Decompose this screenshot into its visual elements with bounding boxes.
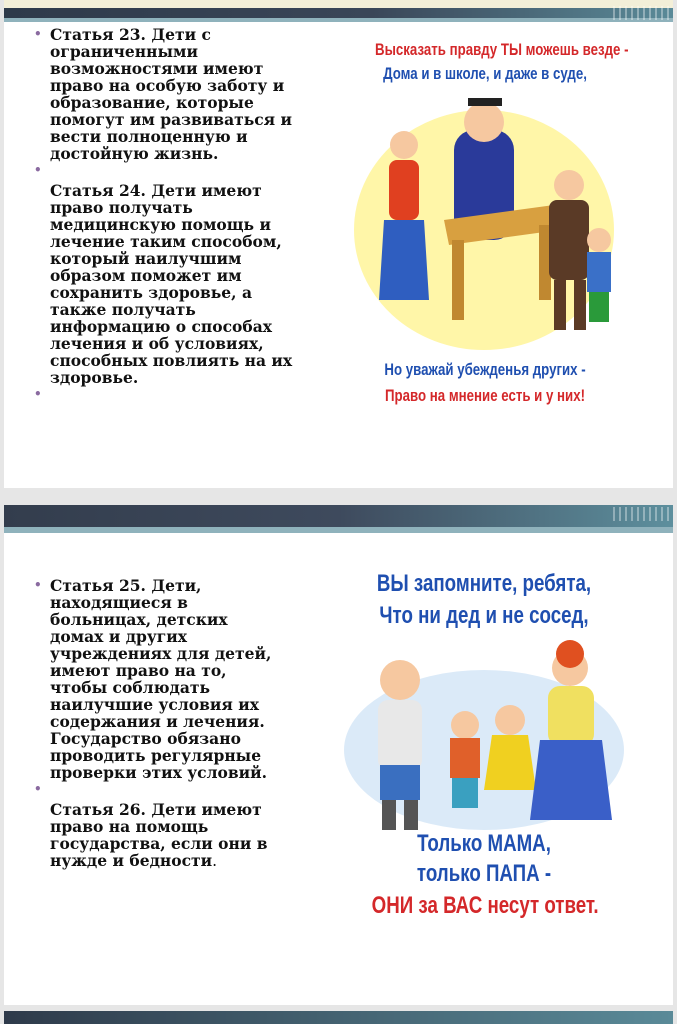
article-text: Статья 23. Дети с ограниченными возможностями имеют право на особую заботу и образование, которые помогут им развиваться и вести полноценную и достойную жизнь. [50,25,293,163]
slide-header-underline [4,18,673,22]
poster-caption: ВЫ запомните, ребята, [376,570,592,597]
article-text [50,801,320,870]
header-stripes [613,6,673,20]
poster-caption: Право на мнение есть и у них! [385,386,585,405]
bullet-icon: • [34,27,42,41]
article-text: Статья 25. Дети, находящиеся в больницах, детских домах и других учреждениях для детей, имеют право на то, чтобы соблюдать наилучшие условия их содержания и лечения. Государство обязано проводить регулярные проверки этих условий. [50,576,272,782]
poster-caption: Высказать правду ТЫ можешь везде - [375,40,629,59]
article-text-tail: . [212,852,218,870]
article-25 [34,576,320,782]
slide-1 [4,0,673,488]
bullet-icon: • [34,782,42,796]
bullet-icon: • [34,387,42,401]
articles-text-column [34,576,320,870]
poster-caption: Но уважай убежденья других - [384,360,586,379]
empty-bullet [34,162,330,182]
courtroom-illustration [344,90,626,370]
poster-caption: только ПАПА - [416,860,552,887]
article-text: Статья 24. Дети имеют право получать медицинскую помощь и лечение таким способом, который наилучшим образом поможет им сохранить здоровье, а также получать информацию о способах лечения и об условиях, способных повлиять на их здоровье. [50,181,293,387]
slide-header-bar [4,8,673,18]
poster-caption: Дома и в школе, и даже в суде, [383,64,587,83]
empty-bullet [34,386,330,406]
article-23 [34,25,330,163]
articles-text-column [34,25,330,406]
poster-caption: Только МАМА, [417,830,551,857]
article-26 [50,801,320,870]
poster-truth-everywhere [344,30,629,440]
article-text-main: Статья 26. Дети имеют право на помощь государства, если они в нужде и бедности [50,800,268,870]
empty-bullet [34,781,320,801]
next-slide-header [4,1011,673,1024]
article-24 [50,182,330,386]
family-illustration [340,640,628,840]
bullet-icon: • [34,163,42,177]
slide-header-accent [4,0,673,8]
header-stripes [613,507,673,521]
poster-mom-dad [340,562,628,938]
poster-caption: Что ни дед и не сосед, [379,602,589,629]
bullet-icon: • [34,578,42,592]
poster-caption: ОНИ за ВАС несут ответ. [371,892,599,919]
slide-header-underline [4,527,673,533]
slide-header-bar [4,505,673,527]
